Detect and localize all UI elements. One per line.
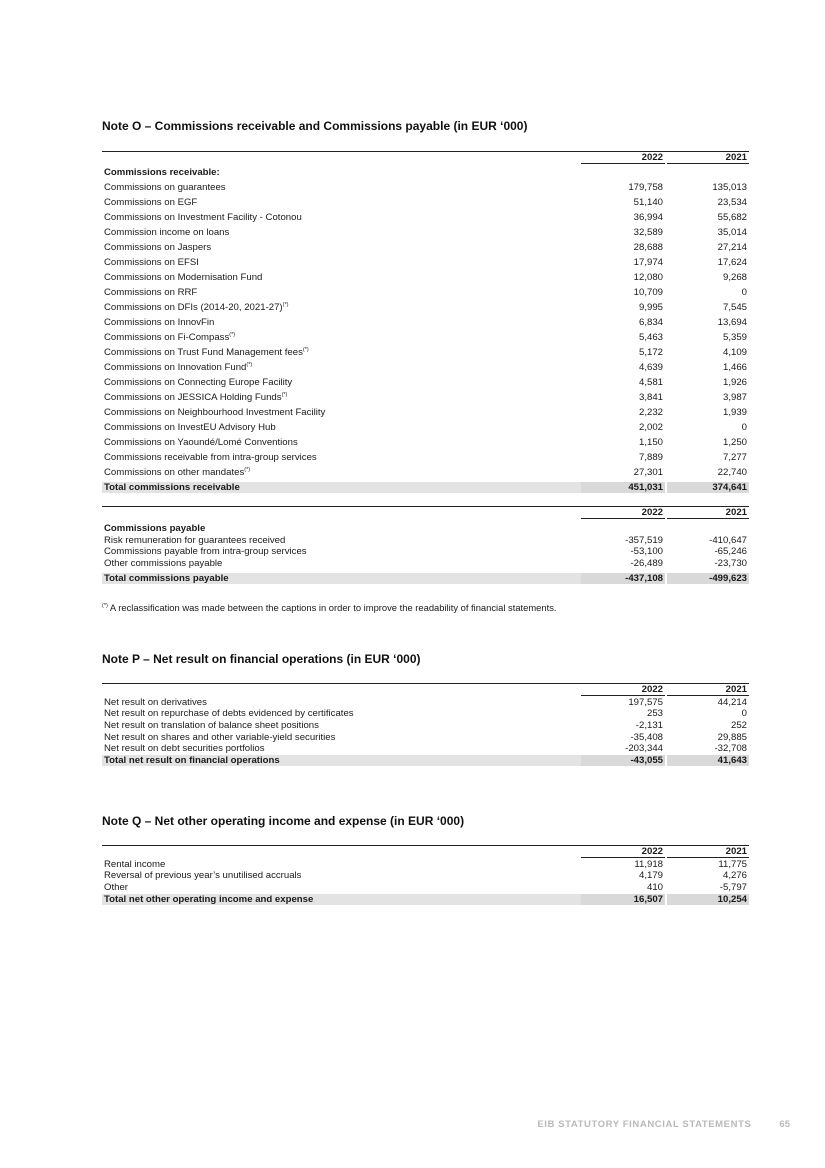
table-row xyxy=(102,178,749,193)
row-label: Commission income on loans xyxy=(104,227,230,238)
year-2021-header: 2021 xyxy=(667,152,749,164)
value-2022: 27,301 xyxy=(633,467,663,478)
row-label: Commissions on Connecting Europe Facility xyxy=(104,377,293,388)
table-row xyxy=(102,298,749,313)
table-row xyxy=(102,433,749,448)
table-row xyxy=(102,870,749,882)
receivable-rows xyxy=(102,178,749,478)
payable-rows xyxy=(102,534,749,569)
total-row: Total net result on financial operations -43,055 41,643 xyxy=(104,755,747,767)
value-2022: -26,489 xyxy=(630,558,663,570)
value-2021: 252 xyxy=(730,720,747,732)
commissions-receivable-table xyxy=(102,151,749,493)
value-2021: 5,359 xyxy=(722,332,747,343)
note-q-title: Note Q – Net other operating income and expense (in EUR ‘000) xyxy=(102,814,465,828)
table-header xyxy=(102,507,749,519)
row-label: Commissions on Trust Fund Management fees(*) xyxy=(104,346,309,358)
other-income-rows xyxy=(102,858,749,893)
value-2021: -32,708 xyxy=(714,743,747,755)
value-2021: -5,797 xyxy=(719,882,747,894)
value-2021: 135,013 xyxy=(712,182,747,193)
value-2021: -23,730 xyxy=(714,558,747,570)
value-2021: 4,276 xyxy=(722,870,747,882)
note-o-title: Note O – Commissions receivable and Commissions payable (in EUR ‘000) xyxy=(102,119,528,133)
value-2022: 6,834 xyxy=(638,317,663,328)
value-2021: 55,682 xyxy=(717,212,747,223)
value-2021: 1,250 xyxy=(722,437,747,448)
table-row xyxy=(102,343,749,358)
value-2021: 4,109 xyxy=(722,347,747,358)
value-2022: 11,918 xyxy=(634,858,663,870)
table-row xyxy=(102,534,749,546)
row-label: Commissions on EFSI xyxy=(104,257,199,268)
net-result-table xyxy=(102,683,749,766)
value-2022: -203,344 xyxy=(625,743,663,755)
value-2022: 32,589 xyxy=(633,227,663,238)
value-2022: -2,131 xyxy=(635,720,663,732)
table-row xyxy=(102,313,749,328)
row-label: Commissions on InvestEU Advisory Hub xyxy=(104,422,276,433)
table-row xyxy=(102,283,749,298)
value-2021: 22,740 xyxy=(717,467,747,478)
value-2021: 44,214 xyxy=(717,696,747,708)
row-label: Net result on repurchase of debts evidenced by certificates xyxy=(104,708,354,720)
row-label: Net result on translation of balance sheet positions xyxy=(104,720,319,732)
value-2022: -35,408 xyxy=(630,731,663,743)
value-2022: 5,463 xyxy=(638,332,663,343)
value-2022: 28,688 xyxy=(633,242,663,253)
note-p-title: Note P – Net result on financial operations (in EUR ‘000) xyxy=(102,652,421,666)
value-2021: 0 xyxy=(741,422,747,433)
table-row xyxy=(102,373,749,388)
table-row xyxy=(102,731,749,743)
table-row xyxy=(102,268,749,283)
table-row xyxy=(102,858,749,870)
row-label: Commissions on Neighbourhood Investment Facility xyxy=(104,407,326,418)
value-2021: 35,014 xyxy=(717,227,747,238)
table-row xyxy=(102,719,749,731)
value-2021: 11,775 xyxy=(718,858,747,870)
footnote: (*) A reclassification was made between the captions in order to improve the readability of financial statements. xyxy=(102,602,557,613)
value-2022: 4,581 xyxy=(638,377,663,388)
table-row xyxy=(102,388,749,403)
table-row xyxy=(102,253,749,268)
table-header xyxy=(102,684,749,696)
year-2022-header: 2022 xyxy=(581,846,665,858)
year-2022-header: 2022 xyxy=(581,507,665,519)
total-row: Total commissions payable -437,108 -499,623 xyxy=(104,573,747,585)
value-2021: 1,939 xyxy=(722,407,747,418)
total-row: Total net other operating income and expense 16,507 10,254 xyxy=(104,893,747,905)
value-2022: 5,172 xyxy=(638,347,663,358)
footer-title: EIB STATUTORY FINANCIAL STATEMENTS xyxy=(537,1119,752,1130)
value-2022: 197,575 xyxy=(628,696,663,708)
row-label: Commissions on Fi-Compass(*) xyxy=(104,331,236,343)
row-label: Commissions on RRF xyxy=(104,287,198,298)
commissions-payable-table xyxy=(102,506,749,584)
value-2022: 9,995 xyxy=(638,302,663,313)
year-2021-header: 2021 xyxy=(667,846,749,858)
table-row xyxy=(102,193,749,208)
row-label: Net result on shares and other variable-yield securities xyxy=(104,731,336,743)
value-2022: 7,889 xyxy=(638,452,663,463)
value-2021: 17,624 xyxy=(717,257,747,268)
row-label: Commissions receivable from intra-group services xyxy=(104,452,317,463)
value-2021: -65,246 xyxy=(714,546,747,558)
row-label: Commissions on Yaoundé/Lomé Conventions xyxy=(104,437,298,448)
table-row xyxy=(102,743,749,755)
value-2021: 7,545 xyxy=(722,302,747,313)
table-row xyxy=(102,546,749,558)
row-label: Commissions on Modernisation Fund xyxy=(104,272,263,283)
table-header xyxy=(102,152,749,164)
value-2022: -53,100 xyxy=(630,546,663,558)
value-2022: 410 xyxy=(646,882,663,894)
value-2021: 0 xyxy=(741,287,747,298)
value-2022: 17,974 xyxy=(633,257,663,268)
value-2021: 9,268 xyxy=(722,272,747,283)
table-row xyxy=(102,557,749,569)
row-label: Commissions payable from intra-group services xyxy=(104,546,307,558)
other-operating-income-table xyxy=(102,845,749,905)
year-2022-header: 2022 xyxy=(581,152,665,164)
value-2022: 2,232 xyxy=(638,407,663,418)
value-2022: 2,002 xyxy=(638,422,663,433)
row-label: Net result on derivatives xyxy=(104,696,207,708)
table-row xyxy=(102,418,749,433)
value-2022: 36,994 xyxy=(633,212,663,223)
page-number: 65 xyxy=(779,1119,790,1130)
value-2021: 3,987 xyxy=(722,392,747,403)
value-2022: 1,150 xyxy=(638,437,663,448)
value-2022: -357,519 xyxy=(625,534,663,546)
value-2021: 13,694 xyxy=(717,317,747,328)
row-label: Commissions on Investment Facility - Cotonou xyxy=(104,212,302,223)
table-row xyxy=(102,696,749,708)
row-label: Commissions on EGF xyxy=(104,197,198,208)
value-2021: 1,466 xyxy=(722,362,747,373)
value-2021: 29,885 xyxy=(717,731,747,743)
value-2022: 4,639 xyxy=(638,362,663,373)
table-row xyxy=(102,328,749,343)
table-row xyxy=(102,208,749,223)
row-label: Commissions on Innovation Fund(*) xyxy=(104,361,253,373)
row-label: Commissions on guarantees xyxy=(104,182,226,193)
page-footer xyxy=(537,1119,790,1130)
table-row xyxy=(102,463,749,478)
value-2021: 23,534 xyxy=(717,197,747,208)
value-2022: 3,841 xyxy=(638,392,663,403)
value-2022: 179,758 xyxy=(628,182,663,193)
row-label: Commissions on JESSICA Holding Funds(*) xyxy=(104,391,288,403)
row-label: Reversal of previous year’s unutilised accruals xyxy=(104,870,302,882)
table-row xyxy=(102,358,749,373)
value-2022: 12,080 xyxy=(633,272,663,283)
year-2021-header: 2021 xyxy=(667,684,749,696)
value-2021: 1,926 xyxy=(722,377,747,388)
row-label: Other commissions payable xyxy=(104,558,223,570)
value-2022: 51,140 xyxy=(633,197,663,208)
table-row xyxy=(102,238,749,253)
value-2022: 10,709 xyxy=(633,287,663,298)
total-row: Total commissions receivable 451,031 374,641 xyxy=(104,482,747,493)
table-row xyxy=(102,881,749,893)
row-label: Net result on debt securities portfolios xyxy=(104,743,265,755)
value-2021: 27,214 xyxy=(717,242,747,253)
section-heading: Commissions receivable: xyxy=(104,167,220,178)
row-label: Commissions on InnovFin xyxy=(104,317,215,328)
row-label: Commissions on Jaspers xyxy=(104,242,212,253)
table-row xyxy=(102,223,749,238)
value-2021: 7,277 xyxy=(722,452,747,463)
table-header xyxy=(102,846,749,858)
year-2022-header: 2022 xyxy=(581,684,665,696)
value-2021: 0 xyxy=(741,708,747,720)
net-result-rows xyxy=(102,696,749,754)
table-row xyxy=(102,403,749,418)
table-row xyxy=(102,448,749,463)
section-heading: Commissions payable xyxy=(104,523,206,534)
value-2022: 253 xyxy=(646,708,663,720)
year-2021-header: 2021 xyxy=(667,507,749,519)
value-2022: 4,179 xyxy=(638,870,663,882)
row-label: Commissions on other mandates(*) xyxy=(104,466,251,478)
row-label: Risk remuneration for guarantees received xyxy=(104,534,286,546)
row-label: Other xyxy=(104,882,128,894)
value-2021: -410,647 xyxy=(709,534,747,546)
row-label: Rental income xyxy=(104,858,166,870)
row-label: Commissions on DFIs (2014-20, 2021-27)(*) xyxy=(104,301,289,313)
table-row xyxy=(102,708,749,720)
